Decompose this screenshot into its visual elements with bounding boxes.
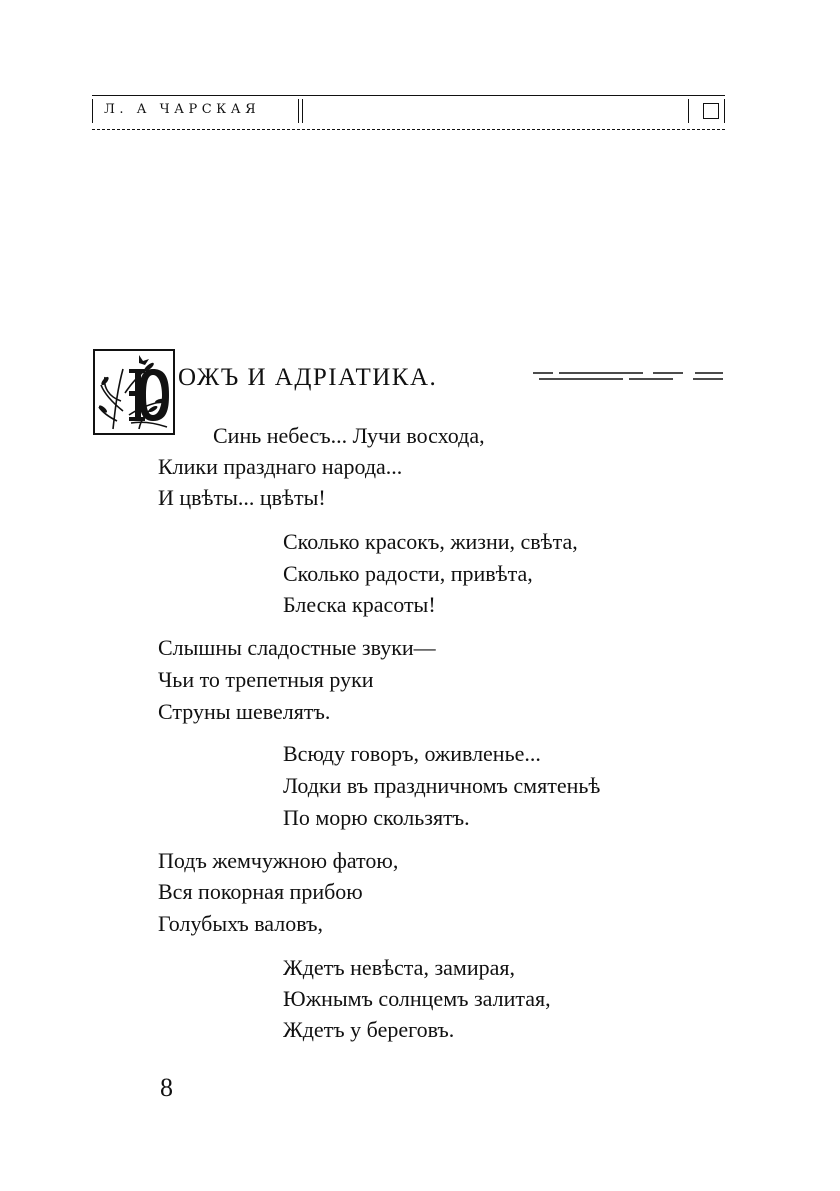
poem-line: Чьи то трепетныя руки xyxy=(158,667,374,692)
poem-line: Голубыхъ валовъ, xyxy=(158,911,323,936)
poem-line: И цвѣты... цвѣты! xyxy=(158,485,326,510)
header-divider xyxy=(298,99,299,123)
header-divider-2 xyxy=(302,99,303,123)
poem-line: Подъ жемчужною фатою, xyxy=(158,848,399,873)
poem-title xyxy=(178,364,437,392)
poem-line: Слышны сладостные звуки— xyxy=(158,635,436,660)
title-decorative-rule xyxy=(533,370,723,384)
header-right-divider xyxy=(688,99,689,123)
poem-line: Синь небесъ... Лучи восхода, xyxy=(213,423,485,448)
header-left-bar xyxy=(92,99,93,123)
poem-line: Всюду говоръ, оживленье... xyxy=(283,741,541,766)
poem-line: Сколько радости, привѣта, xyxy=(283,561,533,586)
decorative-initial-letter xyxy=(93,349,175,435)
poem-line: Южнымъ солнцемъ залитая, xyxy=(283,986,551,1011)
page-number: 8 xyxy=(160,1073,173,1102)
running-title: Л. А ЧАРСКАЯ xyxy=(104,102,261,117)
running-header xyxy=(92,95,725,131)
header-square-ornament xyxy=(703,103,719,119)
header-top-rule xyxy=(92,95,725,96)
poem-line: Клики празднаго народа... xyxy=(158,454,403,479)
poem-title-text: ОЖЪ И АДРIАТИКА. xyxy=(178,364,438,391)
poem-line: Ждетъ невѣста, замирая, xyxy=(283,955,515,980)
poem-line: Струны шевелятъ. xyxy=(158,699,331,724)
header-bottom-rule xyxy=(92,129,725,130)
poem-line: Вся покорная прибою xyxy=(158,879,363,904)
poem-line: Ждетъ у береговъ. xyxy=(283,1017,455,1042)
poem-line: Блеска красоты! xyxy=(283,592,436,617)
header-right-bar xyxy=(724,99,725,123)
poem-line: По морю скользятъ. xyxy=(283,805,470,830)
plant-ornament-icon xyxy=(95,351,173,433)
poem-line: Сколько красокъ, жизни, свѣта, xyxy=(283,529,578,554)
poem-line: Лодки въ праздничномъ смятеньѣ xyxy=(283,773,601,798)
